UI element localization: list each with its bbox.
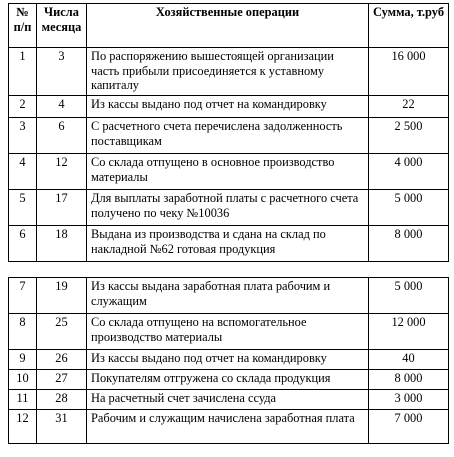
row-operation: Выдана из производства и сдана на склад по накладной №62 готовая продукция — [87, 226, 369, 262]
table-row — [9, 410, 449, 444]
row-operation: Покупателям отгружена со склада продукция — [87, 370, 369, 390]
row-day: 12 — [37, 154, 87, 190]
table-row — [9, 226, 449, 262]
row-sum: 16 000 — [369, 48, 449, 96]
table-row — [9, 390, 449, 410]
row-operation: Со склада отпущено на вспомогательное производство материалы — [87, 314, 369, 350]
row-day: 17 — [37, 190, 87, 226]
row-sum: 5 000 — [369, 190, 449, 226]
row-day: 18 — [37, 226, 87, 262]
row-operation: Для выплаты заработной платы с расчетного счета получено по чеку №10036 — [87, 190, 369, 226]
row-day: 25 — [37, 314, 87, 350]
row-number: 4 — [9, 154, 37, 190]
table-row — [9, 350, 449, 370]
row-sum: 12 000 — [369, 314, 449, 350]
row-number: 9 — [9, 350, 37, 370]
table-header-row — [9, 4, 449, 48]
row-day: 3 — [37, 48, 87, 96]
row-sum: 2 500 — [369, 118, 449, 154]
header-number: № п/п — [9, 4, 37, 48]
row-number: 7 — [9, 278, 37, 314]
row-day: 26 — [37, 350, 87, 370]
row-operation: На расчетный счет зачислена ссуда — [87, 390, 369, 410]
table-row — [9, 96, 449, 118]
header-day: Числа месяца — [37, 4, 87, 48]
row-number: 8 — [9, 314, 37, 350]
operations-table-part-1 — [8, 3, 449, 262]
row-number: 12 — [9, 410, 37, 444]
row-sum: 8 000 — [369, 226, 449, 262]
row-day: 6 — [37, 118, 87, 154]
row-operation: Из кассы выдано под отчет на командировку — [87, 350, 369, 370]
row-number: 1 — [9, 48, 37, 96]
row-sum: 5 000 — [369, 278, 449, 314]
table-row — [9, 154, 449, 190]
row-operation: Из кассы выдано под отчет на командировку — [87, 96, 369, 118]
header-sum: Сумма, т.руб — [369, 4, 449, 48]
row-number: 3 — [9, 118, 37, 154]
row-operation: По распоряжению вышестоящей организации часть прибыли присоединяется к уставному капиталу — [87, 48, 369, 96]
row-operation: Из кассы выдана заработная плата рабочим и служащим — [87, 278, 369, 314]
row-day: 19 — [37, 278, 87, 314]
row-number: 2 — [9, 96, 37, 118]
row-operation: С расчетного счета перечислена задолженность поставщикам — [87, 118, 369, 154]
row-sum: 7 000 — [369, 410, 449, 444]
row-operation: Со склада отпущено в основное производство материалы — [87, 154, 369, 190]
header-operation: Хозяйственные операции — [87, 4, 369, 48]
row-number: 5 — [9, 190, 37, 226]
row-sum: 3 000 — [369, 390, 449, 410]
row-sum: 8 000 — [369, 370, 449, 390]
row-day: 28 — [37, 390, 87, 410]
operations-table-part-2 — [8, 277, 449, 444]
row-sum: 4 000 — [369, 154, 449, 190]
row-number: 11 — [9, 390, 37, 410]
row-day: 31 — [37, 410, 87, 444]
row-operation: Рабочим и служащим начислена заработная плата — [87, 410, 369, 444]
table-row — [9, 314, 449, 350]
row-day: 4 — [37, 96, 87, 118]
table-row — [9, 48, 449, 96]
row-number: 6 — [9, 226, 37, 262]
table-row — [9, 118, 449, 154]
row-number: 10 — [9, 370, 37, 390]
table-row — [9, 278, 449, 314]
row-day: 27 — [37, 370, 87, 390]
table-row — [9, 190, 449, 226]
row-sum: 22 — [369, 96, 449, 118]
row-sum: 40 — [369, 350, 449, 370]
table-row — [9, 370, 449, 390]
